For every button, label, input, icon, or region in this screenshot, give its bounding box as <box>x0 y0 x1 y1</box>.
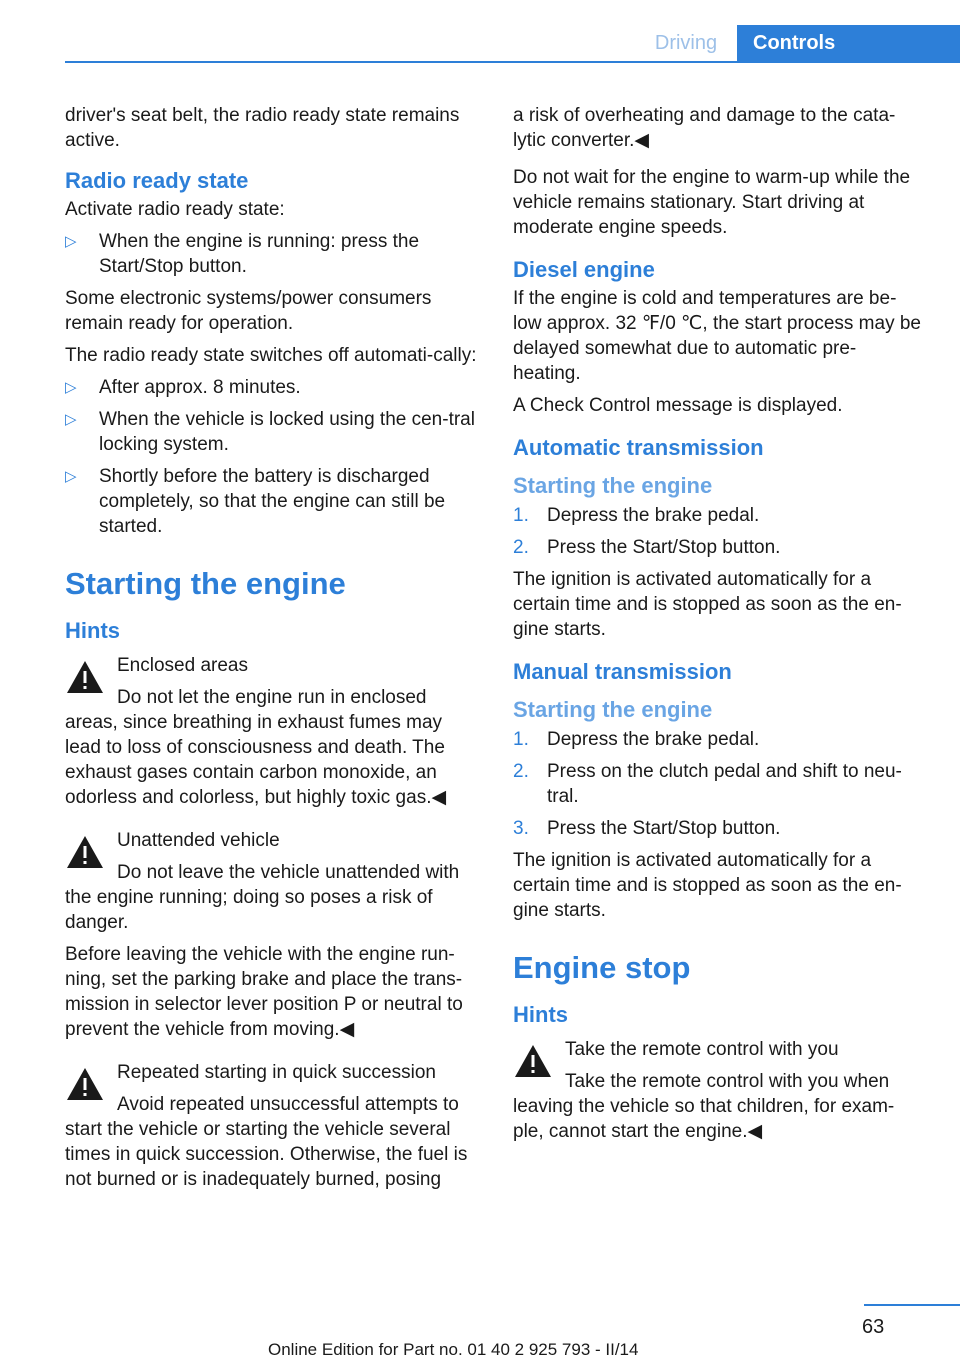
step-number: 1. <box>513 729 529 750</box>
warning-icon <box>65 657 105 697</box>
warning-icon <box>65 1064 105 1104</box>
triangle-bullet-icon: ▷ <box>65 411 77 428</box>
warning-block <box>65 653 480 810</box>
warning-icon <box>513 1041 553 1081</box>
list-item-text: When the engine is running: press the Start/Stop button. <box>99 231 420 277</box>
list-item <box>513 503 923 528</box>
paragraph: The ignition is activated automatically for a certain time and is stopped as soon as the en-gine starts. <box>513 850 902 921</box>
list-item <box>65 464 480 539</box>
edition-footer: Online Edition for Part no. 01 40 2 925 793 - II/14 <box>268 1340 639 1359</box>
automatic-transmission-heading: Automatic transmission <box>513 435 764 460</box>
list-item-text: Shortly before the battery is discharged completely, so that the engine can still be started. <box>99 466 446 537</box>
warning-block <box>513 1037 923 1144</box>
diesel-heading: Diesel engine <box>513 257 655 282</box>
list-item-text: Press on the clutch pedal and shift to neu-tral. <box>547 761 902 807</box>
paragraph: a risk of overheating and damage to the cata-lytic converter.◀ <box>513 105 896 151</box>
warning-body: Take the remote control with you when leaving the vehicle so that children, for exam-ple, cannot start the engine.◀ <box>513 1071 895 1142</box>
triangle-bullet-icon: ▷ <box>65 233 77 250</box>
tab-controls[interactable]: Controls <box>737 25 960 61</box>
list-item <box>513 535 923 560</box>
hints-heading: Hints <box>65 618 120 643</box>
hints-heading: Hints <box>513 1002 568 1027</box>
list-item-text: When the vehicle is locked using the cen-tral locking system. <box>99 409 475 455</box>
warning-title: Enclosed areas <box>117 655 248 676</box>
footer-rule <box>864 1304 960 1306</box>
warning-title: Take the remote control with you <box>565 1039 839 1060</box>
left-column <box>65 103 480 1199</box>
list-item <box>65 375 480 400</box>
warning-block <box>65 828 480 935</box>
paragraph: Do not wait for the engine to warm-up while the vehicle remains stationary. Start driving at moderate engine speeds. <box>513 167 911 238</box>
list-item-text: After approx. 8 minutes. <box>99 377 301 398</box>
triangle-bullet-icon: ▷ <box>65 468 77 485</box>
list-item <box>513 759 923 809</box>
section-title-engine-stop: Engine stop <box>513 950 691 985</box>
step-number: 2. <box>513 537 529 558</box>
paragraph: A Check Control message is displayed. <box>513 395 843 416</box>
step-number: 1. <box>513 505 529 526</box>
starting-engine-subheading: Starting the engine <box>513 697 713 722</box>
list-item <box>65 229 480 279</box>
step-number: 2. <box>513 761 529 782</box>
step-number: 3. <box>513 818 529 839</box>
warning-icon <box>65 832 105 872</box>
warning-body: Do not leave the vehicle unattended with the engine running; doing so poses a risk of danger. <box>65 862 460 933</box>
intro-paragraph: driver's seat belt, the radio ready state remains active. <box>65 105 460 151</box>
header-rule <box>65 61 960 63</box>
starting-engine-subheading: Starting the engine <box>513 473 713 498</box>
radio-ready-heading: Radio ready state <box>65 168 249 193</box>
warning-body: Avoid repeated unsuccessful attempts to start the vehicle or starting the vehicle several times in quick succession. Otherwise, the fuel is not burned or is inadequately burned, posing <box>65 1094 468 1190</box>
list-item-text: Press the Start/Stop button. <box>547 537 781 558</box>
paragraph: Some electronic systems/power consumers remain ready for operation. <box>65 288 432 334</box>
list-item <box>513 727 923 752</box>
section-title-starting-engine: Starting the engine <box>65 566 346 601</box>
paragraph: The ignition is activated automatically for a certain time and is stopped as soon as the en-gine starts. <box>513 569 902 640</box>
list-item <box>65 407 480 457</box>
warning-title: Unattended vehicle <box>117 830 280 851</box>
list-item-text: Depress the brake pedal. <box>547 505 760 526</box>
triangle-bullet-icon: ▷ <box>65 379 77 396</box>
paragraph: The radio ready state switches off automati-cally: <box>65 345 477 366</box>
manual-transmission-heading: Manual transmission <box>513 659 732 684</box>
list-item-text: Press the Start/Stop button. <box>547 818 781 839</box>
tab-driving[interactable]: Driving <box>654 32 718 54</box>
warning-body: Do not let the engine run in enclosed areas, since breathing in exhaust fumes may lead to loss of consciousness and death. The exhaust gases contain carbon monoxide, an odorless and colorless, but highly toxic gas.◀ <box>65 687 447 808</box>
list-item <box>513 816 923 841</box>
warning-title: Repeated starting in quick succession <box>117 1062 436 1083</box>
warning-block <box>65 1060 480 1192</box>
radio-activate-text: Activate radio ready state: <box>65 199 285 220</box>
paragraph: Before leaving the vehicle with the engine run-ning, set the parking brake and place the trans-mission in selector lever position P or neutral to prevent the vehicle from moving.◀ <box>65 944 463 1040</box>
right-column <box>513 103 923 1151</box>
page-number: 63 <box>862 1316 885 1338</box>
list-item-text: Depress the brake pedal. <box>547 729 760 750</box>
paragraph: If the engine is cold and temperatures are be-low approx. 32 ℉/0 ℃, the start process may be delayed somewhat due to automatic pre-heating. <box>513 288 921 384</box>
